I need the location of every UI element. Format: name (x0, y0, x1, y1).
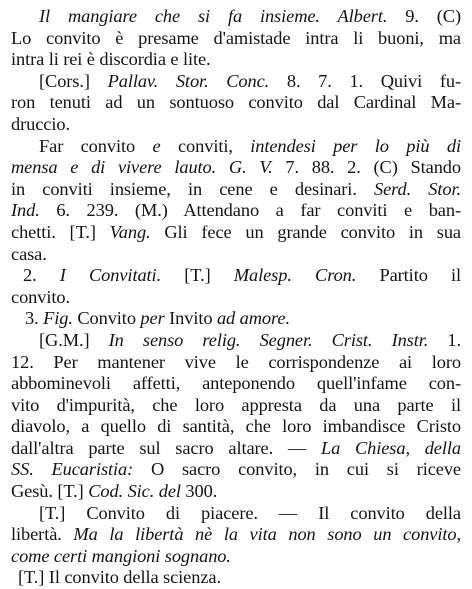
text-run: [T.] (161, 265, 234, 286)
text-line (11, 222, 461, 244)
text-run: Lo convito è presame d'amistade intra li buoni, ma (11, 27, 461, 48)
text-run: 7. 88. 2. (C) Stando (272, 157, 461, 178)
text-run: 3. (25, 308, 44, 329)
text-run: 8. 7. 1. Quivi fu- (269, 70, 461, 91)
dictionary-entry-text (11, 6, 461, 589)
text-line (11, 244, 461, 266)
text-run: intra li rei è discordia e lite. (11, 49, 211, 70)
text-line (11, 265, 461, 287)
text-run: convito. (11, 286, 70, 307)
text-line (11, 308, 461, 330)
text-run: casa. (11, 243, 47, 264)
italic-text-run: Fig. (43, 308, 73, 329)
text-line (11, 179, 461, 201)
text-run: Gesù. [T.] (11, 481, 89, 502)
text-run: ron tenuti ad un sontuoso convito dal Cardinal Ma- (11, 92, 461, 113)
text-run: [T.] Il convito della scienza. (18, 567, 221, 588)
text-line (11, 49, 461, 71)
text-run: 12. Per mantener vive le corrispondenze ai loro (11, 351, 461, 372)
text-run: conviti, (160, 135, 251, 156)
text-run: libertà. (11, 524, 74, 545)
italic-text-run: Pallav. Stor. Conc. (107, 70, 270, 91)
text-line (11, 438, 461, 460)
text-run: Invito (164, 308, 217, 329)
italic-text-run: mensa e di vivere lauto. G. V. (11, 157, 273, 178)
text-run: chetti. [T.] (11, 221, 110, 242)
text-line (11, 546, 461, 568)
text-line (11, 459, 461, 481)
italic-text-run: Vang. (109, 221, 151, 242)
text-run: diavolo, a quello di santità, che loro imbandisce Cristo (11, 416, 461, 437)
text-line (11, 114, 461, 136)
italic-text-run: La Chiesa, della (320, 437, 461, 458)
text-line (11, 200, 461, 222)
italic-text-run: SS. Eucaristia: (11, 459, 134, 480)
text-line (11, 157, 461, 179)
text-line (11, 373, 461, 395)
text-line (11, 92, 461, 114)
text-run: in conviti insieme, in cene e desinari. (11, 178, 374, 199)
text-run: Convito (72, 308, 141, 329)
text-run: [G.M.] (39, 329, 109, 350)
italic-text-run: I Convitati. (59, 265, 162, 286)
italic-text-run: e (152, 135, 161, 156)
italic-text-run: Cod. Sic. del (88, 481, 181, 502)
text-run: Partito il (356, 265, 462, 286)
text-run: 6. 239. (M.) Attendano a far conviti e ban- (39, 200, 461, 221)
text-line (11, 330, 461, 352)
text-line (11, 28, 461, 50)
text-run: Far convito (39, 135, 153, 156)
italic-text-run: ad amore. (216, 308, 290, 329)
text-line (11, 395, 461, 417)
text-run: 1. (428, 329, 461, 350)
text-run: 2. (23, 265, 60, 286)
text-run: vito d'impurità, che loro appresta da una parte il (11, 394, 461, 415)
text-run: dall'altra parte sul sacro altare. — (11, 437, 321, 458)
text-line (11, 6, 461, 28)
text-line (11, 71, 461, 93)
text-run: druccio. (11, 113, 70, 134)
text-run: abbominevoli affetti, anteponendo quell'infame con- (11, 373, 461, 394)
italic-text-run: intendesi per lo più di (250, 135, 461, 156)
text-line (11, 503, 461, 525)
text-line (11, 524, 461, 546)
text-line (11, 481, 461, 503)
text-run: O sacro convito, in cui si riceve (133, 459, 461, 480)
italic-text-run: Malesp. Cron. (233, 265, 357, 286)
text-run: 300. (180, 481, 218, 502)
italic-text-run: come certi mangioni sognano. (11, 545, 231, 566)
text-line (11, 416, 461, 438)
text-run: [T.] Convito di piacere. — Il convito della (39, 502, 461, 523)
italic-text-run: Serd. Stor. (373, 178, 461, 199)
text-run: Gli fece un grande convito in sua (150, 221, 461, 242)
text-run: [Cors.] (39, 70, 108, 91)
italic-text-run: Ma la libertà nè la vita non sono un convito, (73, 524, 461, 545)
italic-text-run: Il mangiare che si fa insieme. Albert. (39, 6, 388, 26)
italic-text-run: In senso relig. Segner. Crist. Instr. (108, 329, 429, 350)
text-run: 9. (C) (387, 6, 461, 26)
italic-text-run: Ind. (11, 200, 40, 221)
text-line (11, 567, 461, 589)
text-line (11, 136, 461, 158)
text-line (11, 352, 461, 374)
italic-text-run: per (140, 308, 165, 329)
text-line (11, 287, 461, 309)
